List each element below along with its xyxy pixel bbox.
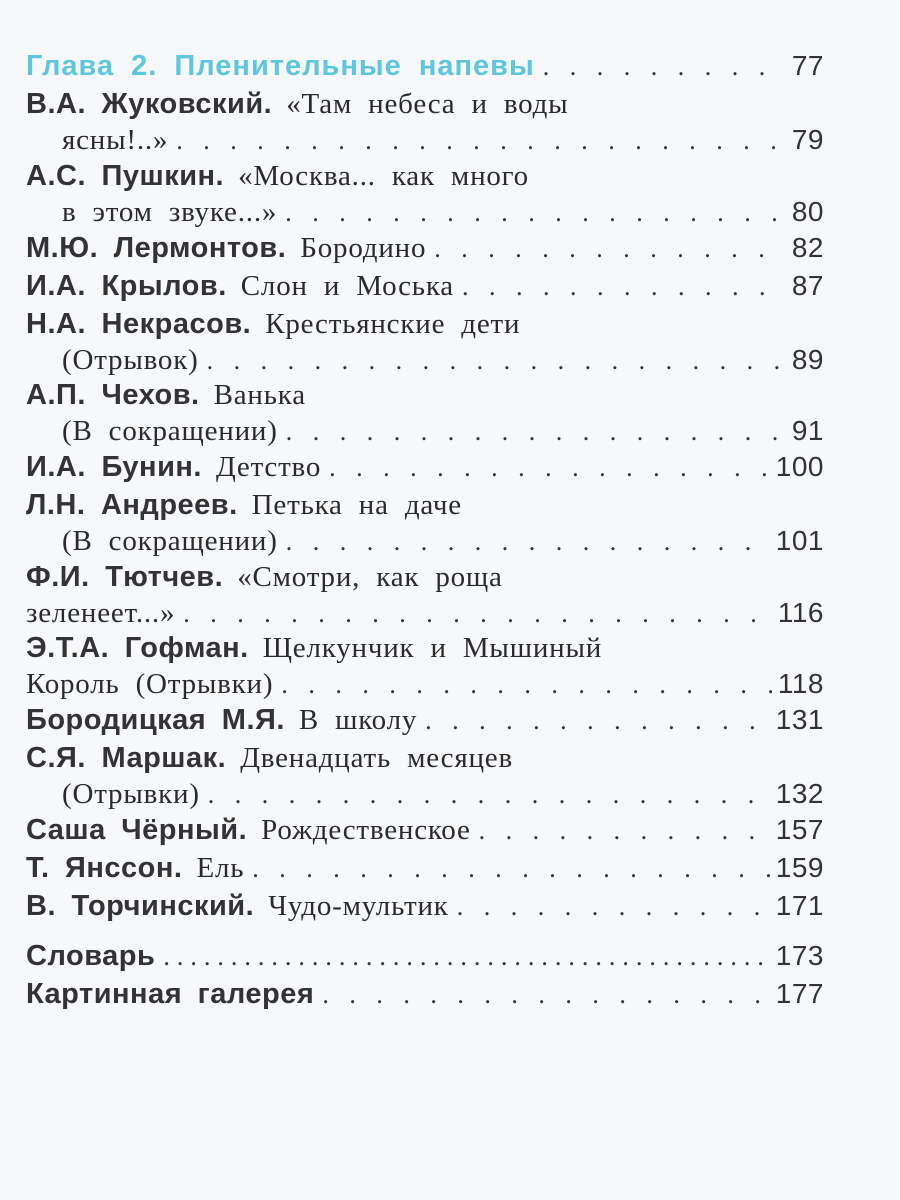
page-number: 77: [791, 50, 824, 81]
entry-title: Петька на даче: [251, 489, 462, 521]
dot-leader: [183, 596, 772, 632]
entry-author: Ф.И. Тютчев.: [26, 561, 224, 593]
page-number: 89: [791, 344, 824, 375]
toc-entry[interactable]: [26, 812, 824, 848]
dot-leader: [163, 939, 769, 975]
dot-leader: [543, 49, 782, 85]
page-number: 116: [777, 597, 824, 628]
page-number: 173: [775, 940, 824, 971]
page-number: 177: [775, 978, 824, 1009]
entry-author: Л.Н. Андреев.: [26, 489, 238, 521]
toc-entry[interactable]: [26, 449, 824, 485]
toc-entry[interactable]: [26, 702, 824, 738]
entry-title: Слон и Моська: [240, 270, 454, 302]
toc-entry[interactable]: [26, 559, 824, 631]
dot-leader: [329, 450, 770, 486]
toc-entry[interactable]: [26, 268, 824, 304]
entry-title: «Москва... как много: [238, 160, 529, 192]
entry-author: М.Ю. Лермонтов.: [26, 232, 287, 264]
entry-author: И.А. Бунин.: [26, 451, 202, 483]
dot-leader: [322, 977, 769, 1013]
page-number: 87: [791, 270, 824, 301]
entry-title-continued: ясны!..»: [62, 124, 169, 156]
appendix-title: Словарь: [26, 940, 156, 972]
page-number: 82: [791, 232, 824, 263]
entry-author: В. Торчинский.: [26, 890, 255, 922]
entry-author: В.А. Жуковский.: [26, 88, 273, 120]
entry-author: Бородицкая М.Я.: [26, 704, 285, 736]
toc-entry[interactable]: [26, 487, 824, 559]
toc-entry[interactable]: [26, 850, 824, 886]
entry-author: И.А. Крылов.: [26, 270, 227, 302]
entry-title-continued: зеленеет...»: [26, 597, 176, 629]
entry-title: Чудо-мультик: [268, 890, 449, 922]
chapter-title: Глава 2. Пленительные напевы: [26, 50, 535, 82]
page-number: 80: [791, 196, 824, 227]
page-number: 132: [775, 778, 824, 809]
toc-entry[interactable]: [26, 740, 824, 812]
toc-chapter-heading[interactable]: [26, 48, 824, 84]
entry-author: Саша Чёрный.: [26, 814, 248, 846]
entry-author: Т. Янссон.: [26, 852, 183, 884]
toc-entry[interactable]: [26, 888, 824, 924]
dot-leader: [207, 343, 782, 379]
dot-leader: [208, 777, 770, 813]
entry-title: Двенадцать месяцев: [240, 742, 513, 774]
entry-author: Н.А. Некрасов.: [26, 308, 252, 340]
toc-entry[interactable]: [26, 306, 824, 378]
entry-title: Детство: [215, 451, 322, 483]
dot-leader: [434, 231, 782, 267]
entry-author: А.П. Чехов.: [26, 379, 200, 411]
toc-entry[interactable]: [26, 230, 824, 266]
dot-leader: [479, 813, 770, 849]
page-number: 159: [775, 852, 824, 883]
dot-leader: [425, 703, 770, 739]
toc-entry[interactable]: [26, 630, 824, 702]
page-number: 100: [775, 451, 824, 482]
page-number: 157: [775, 814, 824, 845]
page-number: 131: [775, 704, 824, 735]
entry-title-continued: (Отрывок): [62, 344, 199, 376]
entry-title-continued: в этом звуке...»: [62, 196, 278, 228]
entry-author: Э.Т.А. Гофман.: [26, 632, 249, 664]
dot-leader: [281, 667, 772, 703]
entry-title-continued: (В сокращении): [62, 525, 278, 557]
toc-appendix-dictionary[interactable]: [26, 938, 824, 974]
entry-author: А.С. Пушкин.: [26, 160, 225, 192]
dot-leader: [286, 524, 770, 560]
entry-title: «Там небеса и воды: [286, 88, 569, 120]
entry-title-continued: Король (Отрывки): [26, 668, 274, 700]
entry-title-continued: (Отрывки): [62, 778, 200, 810]
entry-title: В школу: [298, 704, 418, 736]
toc-entry[interactable]: [26, 158, 824, 230]
dot-leader: [462, 269, 782, 305]
entry-title: Крестьянские дети: [265, 308, 521, 340]
entry-title-continued: (В сокращении): [62, 415, 278, 447]
page-number: 101: [775, 525, 824, 556]
toc-entry[interactable]: [26, 377, 824, 449]
entry-title: Ель: [196, 852, 245, 884]
entry-title: Щелкунчик и Мышиный: [262, 632, 603, 664]
entry-title: Ванька: [213, 379, 306, 411]
appendix-title: Картинная галерея: [26, 978, 315, 1010]
page-number: 171: [775, 890, 824, 921]
dot-leader: [286, 414, 782, 450]
entry-title: Бородино: [300, 232, 427, 264]
page-number: 79: [791, 124, 824, 155]
dot-leader: [252, 851, 770, 887]
dot-leader: [176, 123, 782, 159]
entry-title: «Смотри, как роща: [237, 561, 503, 593]
page-number: 91: [791, 415, 824, 446]
toc-entry[interactable]: [26, 86, 824, 158]
entry-author: С.Я. Маршак.: [26, 742, 227, 774]
entry-title: Рождественское: [261, 814, 471, 846]
page-number: 118: [777, 668, 824, 699]
dot-leader: [457, 889, 770, 925]
toc-appendix-gallery[interactable]: [26, 976, 824, 1012]
dot-leader: [285, 195, 782, 231]
